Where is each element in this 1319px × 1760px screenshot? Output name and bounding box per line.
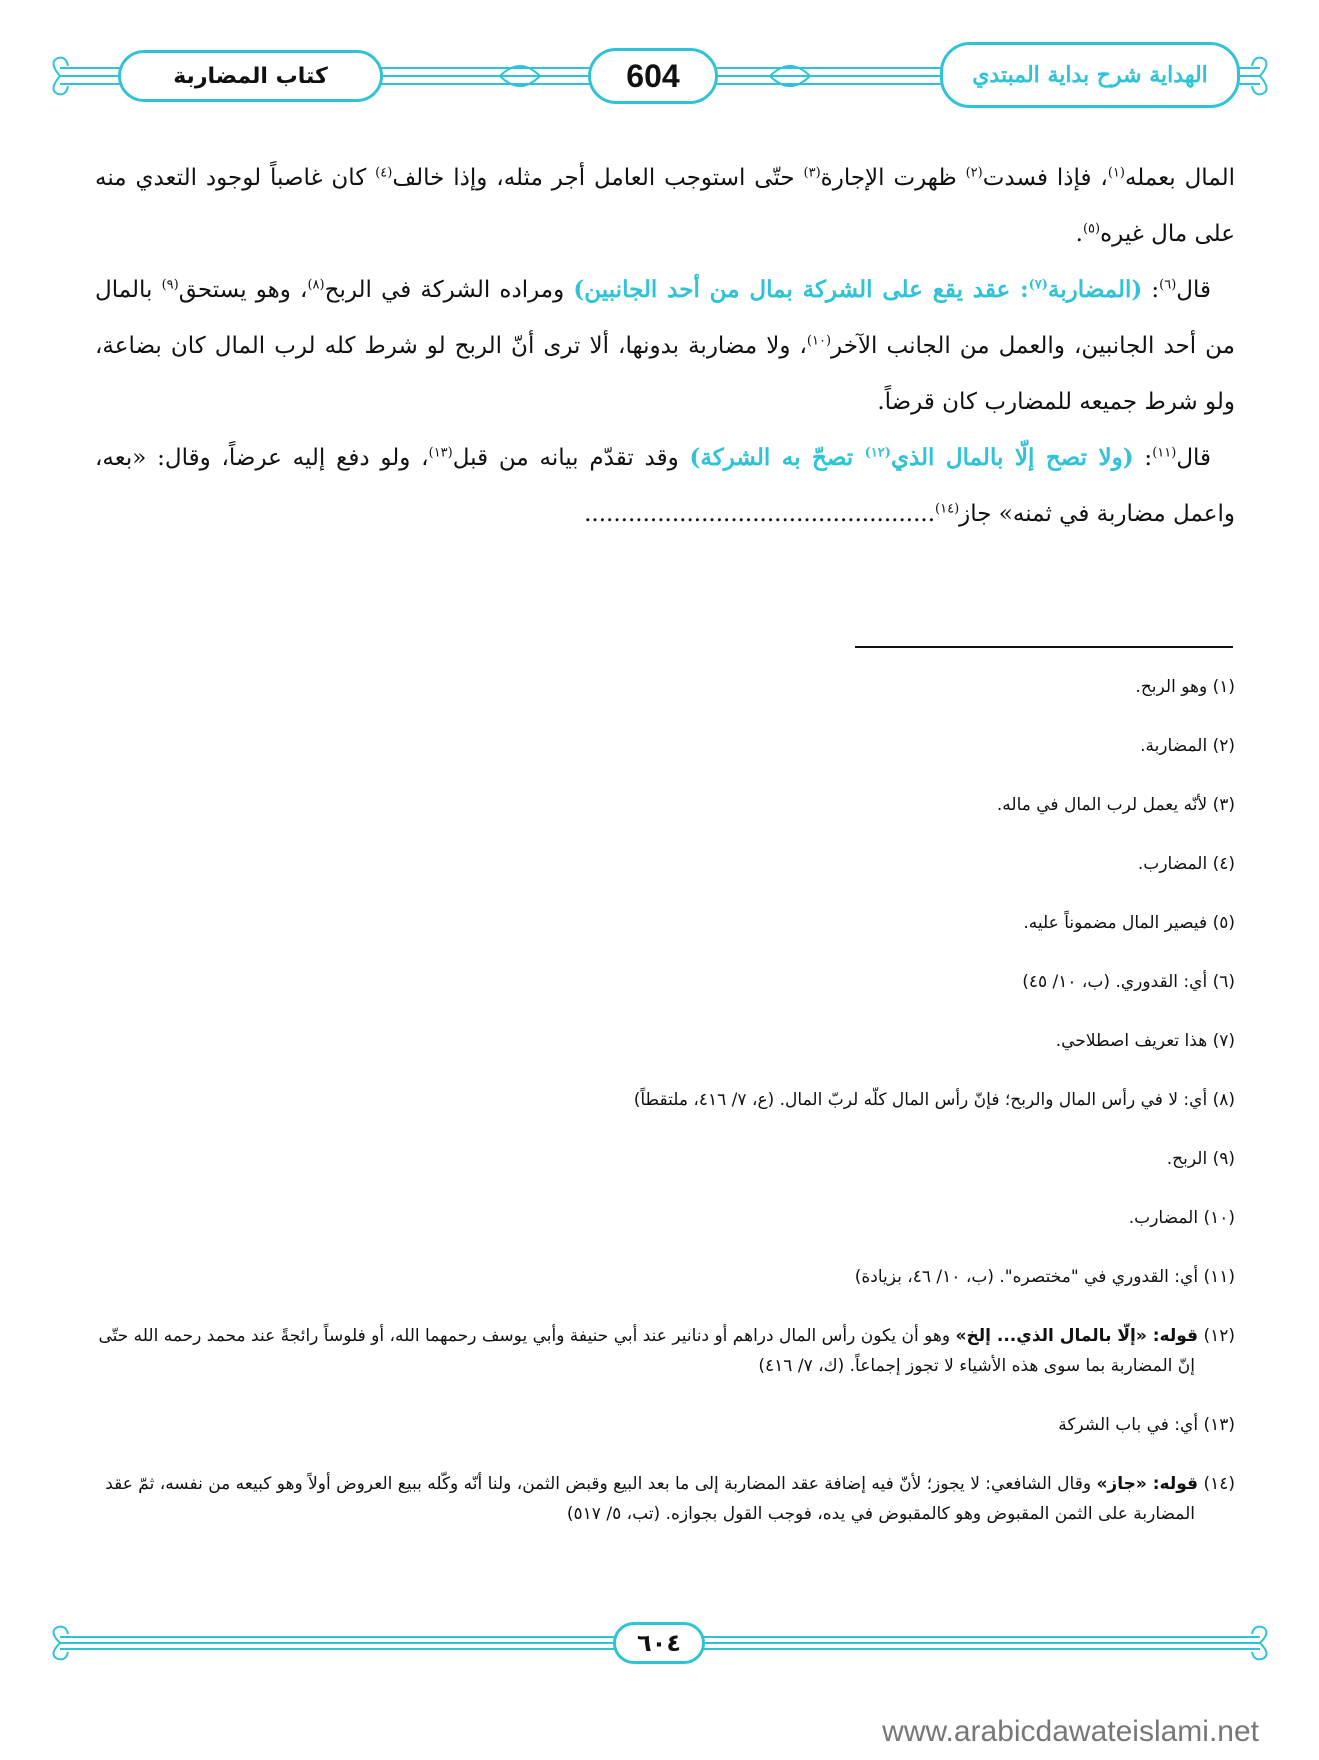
matn-highlight: (المضاربة$^{(٧)}$: عقد يقع على الشركة بمال من أحد الجانبين) bbox=[573, 276, 1143, 303]
footnote-separator bbox=[855, 646, 1233, 648]
footnote: (١) وهو الربح. bbox=[1135, 677, 1235, 697]
page-footer bbox=[0, 1620, 1319, 1680]
footnote-13: (١٣) أي: في باب الشركة bbox=[1058, 1415, 1235, 1435]
page-header bbox=[0, 38, 1319, 118]
paragraph-3: قال$^{(١١)}$: (ولا تصح إلّا بالمال الذي$^{(١٢)}$ تصحّ به الشركة) وقد تقدّم بيانه من قبل$^{(١٣)}$، ولو دفع إليه عرضاً، وقال: «بعه، واعمل مضاربة في ثمنه» جاز$^{(١٤)}$................................................ bbox=[95, 444, 1235, 527]
footnote-14: (١٤) قوله: «جاز» وقال الشافعي: لا يجوز؛ لأنّ فيه إضافة عقد المضاربة إلى ما بعد البيع وقبض الثمن، ولنا أنّه وكّله ببيع العروض أولاً وهو كبيعه من نفسه، ثمّ عقد المضاربة على الثمن المقبوض وهو كالمقبوض في يده، فوجب القول بجوازه. (تب، ٥/ ٥١٧) bbox=[105, 1474, 1235, 1524]
footnotes bbox=[90, 672, 1235, 1558]
main-text bbox=[95, 150, 1235, 542]
footnote-12: (١٢) قوله: «إلّا بالمال الذي... إلخ» وهو أن يكون رأس المال دراهم أو دنانير عند أبي حنيفة وأبي يوسف رحمهما الله، أو فلوساً رائجةً عند محمد رحمه الله حتّى إنّ المضاربة بما سوى هذه الأشياء لا تجوز إجماعاً. (ك، ٧/ ٤١٦) bbox=[98, 1326, 1235, 1376]
footnote: (٩) الربح. bbox=[1166, 1149, 1235, 1169]
book-title-logo: الهداية شرح بداية المبتدي bbox=[940, 42, 1240, 108]
chapter-title: كتاب المضاربة bbox=[118, 50, 383, 102]
paragraph-2: قال$^{(٦)}$: (المضاربة$^{(٧)}$: عقد يقع على الشركة بمال من أحد الجانبين) ومراده الشركة في الربح$^{(٨)}$، وهو يستحق$^{(٩)}$ بالمال من أحد الجانبين، والعمل من الجانب الآخر$^{(١٠)}$، ولا مضاربة بدونها، ألا ترى أنّ الربح لو شرط كله لرب المال كان بضاعة، ولو شرط جميعه للمضارب كان قرضاً. bbox=[95, 276, 1235, 415]
footer-page-number: ٦٠٤ bbox=[613, 1622, 705, 1664]
website-watermark: www.arabicdawateislami.net bbox=[882, 1715, 1259, 1748]
footnote: (٥) فيصير المال مضموناً عليه. bbox=[1023, 913, 1235, 933]
paragraph-1: المال بعمله$^{(١)}$، فإذا فسدت$^{(٢)}$ ظهرت الإجارة$^{(٣)}$ حتّى استوجب العامل أجر مثله، وإذا خالف$^{(٤)}$ كان غاصباً لوجود التعدي منه على مال غيره$^{(٥)}$. bbox=[95, 165, 1236, 247]
footnote: (٨) أي: لا في رأس المال والربح؛ فإنّ رأس المال كلّه لربّ المال. (ع، ٧/ ٤١٦، ملتقطاً) bbox=[633, 1090, 1235, 1110]
matn-highlight: (ولا تصح إلّا بالمال الذي$^{(١٢)}$ تصحّ به الشركة) bbox=[689, 444, 1134, 471]
footnote: (٤) المضارب. bbox=[1137, 854, 1235, 874]
footnote: (٧) هذا تعريف اصطلاحي. bbox=[1055, 1031, 1235, 1051]
footnote: (١١) أي: القدوري في "مختصره". (ب، ١٠/ ٤٦، بزيادة) bbox=[854, 1267, 1235, 1287]
page-number: 604 bbox=[588, 48, 718, 104]
footnote: (٦) أي: القدوري. (ب، ١٠/ ٤٥) bbox=[1022, 972, 1235, 992]
footnote: (١٠) المضارب. bbox=[1128, 1208, 1235, 1228]
footnote: (٣) لأنّه يعمل لرب المال في ماله. bbox=[996, 795, 1235, 815]
footnote: (٢) المضاربة. bbox=[1140, 736, 1235, 756]
